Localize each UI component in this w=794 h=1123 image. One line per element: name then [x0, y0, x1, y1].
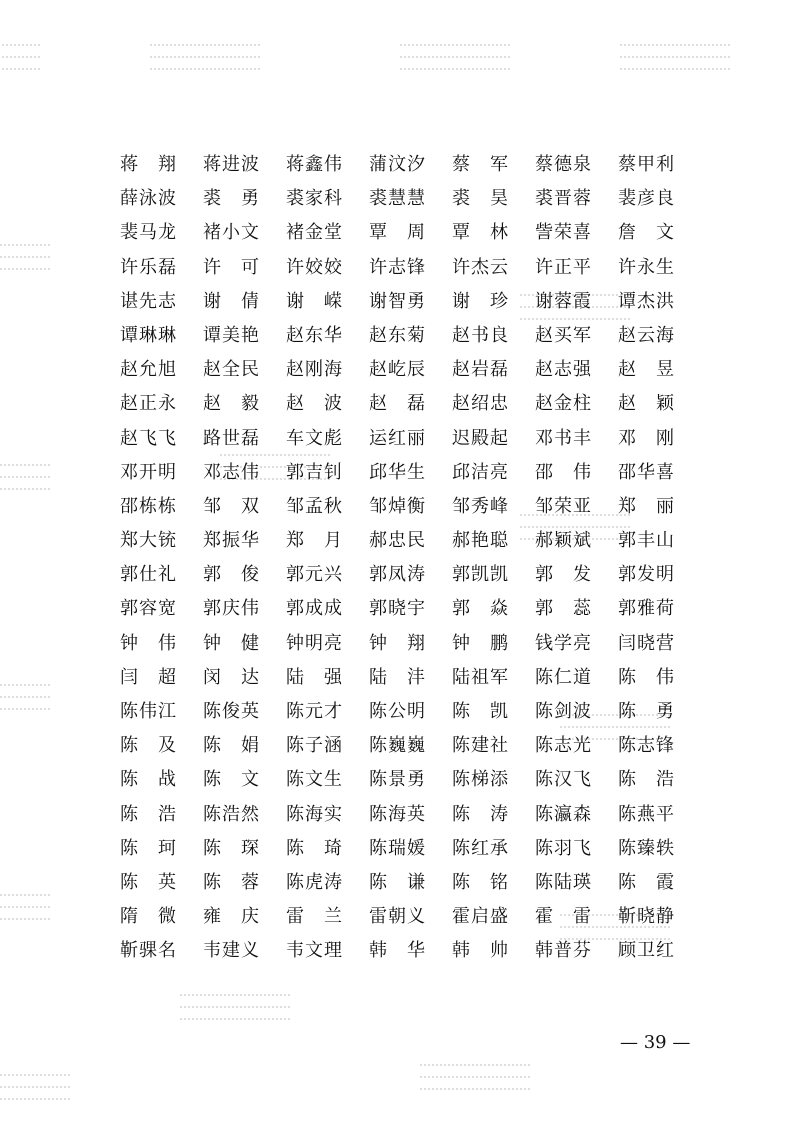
name-entry: 邹荣亚: [535, 495, 591, 517]
name-entry: 车文彪: [286, 427, 342, 449]
watermark: [150, 10, 410, 80]
name-entry: 邹孟秋: [286, 495, 342, 517]
name-entry: 赵书良: [452, 324, 508, 346]
name-entry: 陈羽飞: [535, 837, 591, 859]
name-entry: 赵 磊: [369, 393, 425, 415]
name-entry: 陆 强: [286, 666, 342, 688]
name-entry: 裘慧慧: [369, 188, 425, 210]
name-entry: 陈梯添: [452, 769, 508, 791]
name-entry: 邓 刚: [618, 427, 674, 449]
name-entry: 郭凯凯: [452, 564, 508, 586]
name-entry: 闫晓营: [618, 632, 674, 654]
name-entry: 邱华生: [369, 461, 425, 483]
name-entry: 郭发明: [618, 564, 674, 586]
name-entry: 邵栋栋: [120, 495, 176, 517]
name-entry: 邓书丰: [535, 427, 591, 449]
name-entry: 郑振华: [203, 530, 259, 552]
name-entry: 许 可: [203, 256, 259, 278]
name-entry: 谭杰洪: [618, 290, 674, 312]
name-entry: 邹 双: [203, 495, 259, 517]
name-entry: 郝艳聪: [452, 530, 508, 552]
name-entry: 陈景勇: [369, 769, 425, 791]
name-entry: 郭 发: [535, 564, 591, 586]
name-entry: 韦建义: [203, 940, 259, 962]
name-entry: 雷朝义: [369, 906, 425, 928]
name-entry: 裴马龙: [120, 222, 176, 244]
name-entry: 蒲汶汐: [369, 154, 425, 175]
name-entry: 郝忠民: [369, 530, 425, 552]
name-entry: 陈伟江: [120, 701, 176, 722]
name-entry: 邹焯衡: [369, 495, 425, 517]
name-entry: 褚金堂: [286, 222, 342, 244]
watermark-lines: [0, 894, 50, 934]
name-entry: 韩普芬: [535, 940, 591, 962]
name-entry: 陈瀛森: [535, 803, 591, 825]
name-entry: 陈 谦: [369, 871, 425, 893]
name-entry: 赵正永: [120, 393, 176, 415]
watermark-lines: [0, 1074, 70, 1114]
name-entry: 陈汉飞: [535, 769, 591, 791]
name-entry: 陈志锋: [618, 735, 674, 757]
name-entry: 蔡甲利: [618, 154, 674, 175]
name-entry: 陈 及: [120, 735, 176, 757]
name-entry: 赵金柱: [535, 393, 591, 415]
watermark-lines: [0, 44, 40, 84]
name-entry: 陈建社: [452, 735, 508, 757]
watermark-lines: [620, 44, 730, 84]
name-entry: 蔡德泉: [535, 154, 591, 175]
name-entry: 韩 帅: [452, 940, 508, 962]
name-entry: 隋 微: [120, 906, 176, 928]
name-entry: 陈 涛: [452, 803, 508, 825]
name-entry: 郭吉钊: [286, 461, 342, 483]
name-entry: 蔡 军: [452, 154, 508, 175]
name-entry: 运红丽: [369, 427, 425, 449]
name-entry: 陈子涵: [286, 735, 342, 757]
name-entry: 陈 文: [203, 769, 259, 791]
name-entry: 陈 浩: [618, 769, 674, 791]
name-entry: 郭丰山: [618, 530, 674, 552]
name-entry: 陈仁道: [535, 666, 591, 688]
name-entry: 许志锋: [369, 256, 425, 278]
watermark: [180, 960, 440, 1030]
name-entry: 邵华喜: [618, 461, 674, 483]
name-entry: 钟 健: [203, 632, 259, 654]
name-entry: 谌先志: [120, 290, 176, 312]
name-entry: 陈 铭: [452, 871, 508, 893]
name-entry: 陈文生: [286, 769, 342, 791]
name-entry: 郭庆伟: [203, 598, 259, 620]
name-entry: 陈 琛: [203, 837, 259, 859]
name-entry: 钱学亮: [535, 632, 591, 654]
name-entry: 路世磊: [203, 427, 259, 449]
watermark-lines: [180, 994, 290, 1034]
name-entry: 韦文理: [286, 940, 342, 962]
name-entry: 迟殿起: [452, 427, 508, 449]
name-entry: 邱洁亮: [452, 461, 508, 483]
name-entry: 韩 华: [369, 940, 425, 962]
name-entry: 陈巍巍: [369, 735, 425, 757]
name-entry: 谢 嵘: [286, 290, 342, 312]
name-entry: 陈 琦: [286, 837, 342, 859]
name-entry: 裘 昊: [452, 188, 508, 210]
name-entry: 裘家科: [286, 188, 342, 210]
name-entry: 谭琳琳: [120, 324, 176, 346]
name-entry: 陈 战: [120, 769, 176, 791]
watermark: [0, 1040, 220, 1110]
name-entry: 赵屹辰: [369, 359, 425, 381]
name-entry: 陈 娟: [203, 735, 259, 757]
name-entry: 陈陆瑛: [535, 871, 591, 893]
name-entry: 靳晓静: [618, 906, 674, 928]
name-entry: 陈 浩: [120, 803, 176, 825]
name-entry: 郭仕礼: [120, 564, 176, 586]
name-entry: 褚小文: [203, 222, 259, 244]
name-entry: 陈俊英: [203, 701, 259, 722]
name-entry: 陈海实: [286, 803, 342, 825]
name-entry: 陈剑波: [535, 701, 591, 722]
page-number: — 39 —: [620, 1032, 691, 1053]
name-entry: 郭 焱: [452, 598, 508, 620]
watermark-lines: [0, 684, 50, 724]
name-entry: 赵刚海: [286, 359, 342, 381]
name-entry: 覃 周: [369, 222, 425, 244]
name-entry: 许杰云: [452, 256, 508, 278]
name-entry: 陈 蓉: [203, 871, 259, 893]
name-entry: 赵买军: [535, 324, 591, 346]
name-entry: 赵东菊: [369, 324, 425, 346]
name-entry: 谢智勇: [369, 290, 425, 312]
name-entry: 陈红承: [452, 837, 508, 859]
name-entry: 赵 颖: [618, 393, 674, 415]
name-entry: 裴彦良: [618, 188, 674, 210]
name-entry: 谢 倩: [203, 290, 259, 312]
watermark: [0, 10, 190, 80]
name-entry: 郑 月: [286, 530, 342, 552]
watermark: [620, 10, 794, 80]
name-entry: 蒋进波: [203, 154, 259, 175]
name-entry: 钟 翔: [369, 632, 425, 654]
watermark-lines: [400, 44, 510, 84]
name-entry: 赵全民: [203, 359, 259, 381]
name-entry: 陈 勇: [618, 701, 674, 722]
name-entry: 裘 勇: [203, 188, 259, 210]
name-entry: 陈 凯: [452, 701, 508, 722]
name-entry: 陈虎涛: [286, 871, 342, 893]
name-entry: 郭容宽: [120, 598, 176, 620]
name-entry: 霍启盛: [452, 906, 508, 928]
name-entry: 陈公明: [369, 701, 425, 722]
name-entry: 訾荣喜: [535, 222, 591, 244]
name-entry: 赵 波: [286, 393, 342, 415]
name-entry: 詹 文: [618, 222, 674, 244]
name-entry: 赵岩磊: [452, 359, 508, 381]
name-entry: 蒋 翔: [120, 154, 176, 175]
name-entry: 赵东华: [286, 324, 342, 346]
name-entry: 雷 兰: [286, 906, 342, 928]
name-entry: 陈燕平: [618, 803, 674, 825]
name-entry: 雍 庆: [203, 906, 259, 928]
watermark-lines: [0, 464, 50, 504]
name-entry: 郭雅荷: [618, 598, 674, 620]
name-entry: 邓开明: [120, 461, 176, 483]
name-entry: 邓志伟: [203, 461, 259, 483]
name-entry: 闫 超: [120, 666, 176, 688]
name-entry: 郭晓宇: [369, 598, 425, 620]
name-entry: 赵 毅: [203, 393, 259, 415]
name-entry: 陆 沣: [369, 666, 425, 688]
name-entry: 许永生: [618, 256, 674, 278]
name-entry: 闵 达: [203, 666, 259, 688]
name-entry: 陈元才: [286, 701, 342, 722]
name-entry: 陈 伟: [618, 666, 674, 688]
name-entry: 邹秀峰: [452, 495, 508, 517]
name-entry: 陆祖军: [452, 666, 508, 688]
name-entry: 谢蓉霞: [535, 290, 591, 312]
name-entry: 赵志强: [535, 359, 591, 381]
name-entry: 郑大铳: [120, 530, 176, 552]
name-entry: 许乐磊: [120, 256, 176, 278]
name-entry: 钟明亮: [286, 632, 342, 654]
watermark: [400, 10, 660, 80]
watermark-lines: [150, 44, 260, 84]
name-entry: 许正平: [535, 256, 591, 278]
name-entry: 靳骒名: [120, 940, 176, 962]
name-entry: 赵 昱: [618, 359, 674, 381]
name-entry: 郭 俊: [203, 564, 259, 586]
name-entry: 郭 蕊: [535, 598, 591, 620]
name-entry: 陈瑞媛: [369, 837, 425, 859]
name-entry: 谭美艳: [203, 324, 259, 346]
name-entry: 霍 雷: [535, 906, 591, 928]
name-entry: 覃 林: [452, 222, 508, 244]
name-entry: 郭凤涛: [369, 564, 425, 586]
name-entry: 谢 珍: [452, 290, 508, 312]
name-entry: 钟 鹏: [452, 632, 508, 654]
watermark-lines: [0, 244, 50, 284]
watermark-lines: [420, 1064, 530, 1104]
name-entry: 薛泳波: [120, 188, 176, 210]
name-entry: 陈海英: [369, 803, 425, 825]
name-entry: 钟 伟: [120, 632, 176, 654]
name-entry: 郝颖斌: [535, 530, 591, 552]
name-entry: 郭元兴: [286, 564, 342, 586]
name-entry: 郭成成: [286, 598, 342, 620]
name-entry: 陈志光: [535, 735, 591, 757]
names-list: [120, 148, 680, 969]
name-entry: 陈 英: [120, 871, 176, 893]
name-entry: 许姣姣: [286, 256, 342, 278]
name-entry: 赵云海: [618, 324, 674, 346]
name-entry: 邵 伟: [535, 461, 591, 483]
name-entry: 赵允旭: [120, 359, 176, 381]
name-entry: 顾卫红: [618, 940, 674, 962]
name-entry: 赵绍忠: [452, 393, 508, 415]
name-entry: 陈 珂: [120, 837, 176, 859]
name-entry: 裘晋蓉: [535, 188, 591, 210]
name-entry: 蒋鑫伟: [286, 154, 342, 175]
name-entry: 陈浩然: [203, 803, 259, 825]
name-entry: 赵飞飞: [120, 427, 176, 449]
name-entry: 陈 霞: [618, 871, 674, 893]
name-entry: 陈臻轶: [618, 837, 674, 859]
name-entry: 郑 丽: [618, 495, 674, 517]
